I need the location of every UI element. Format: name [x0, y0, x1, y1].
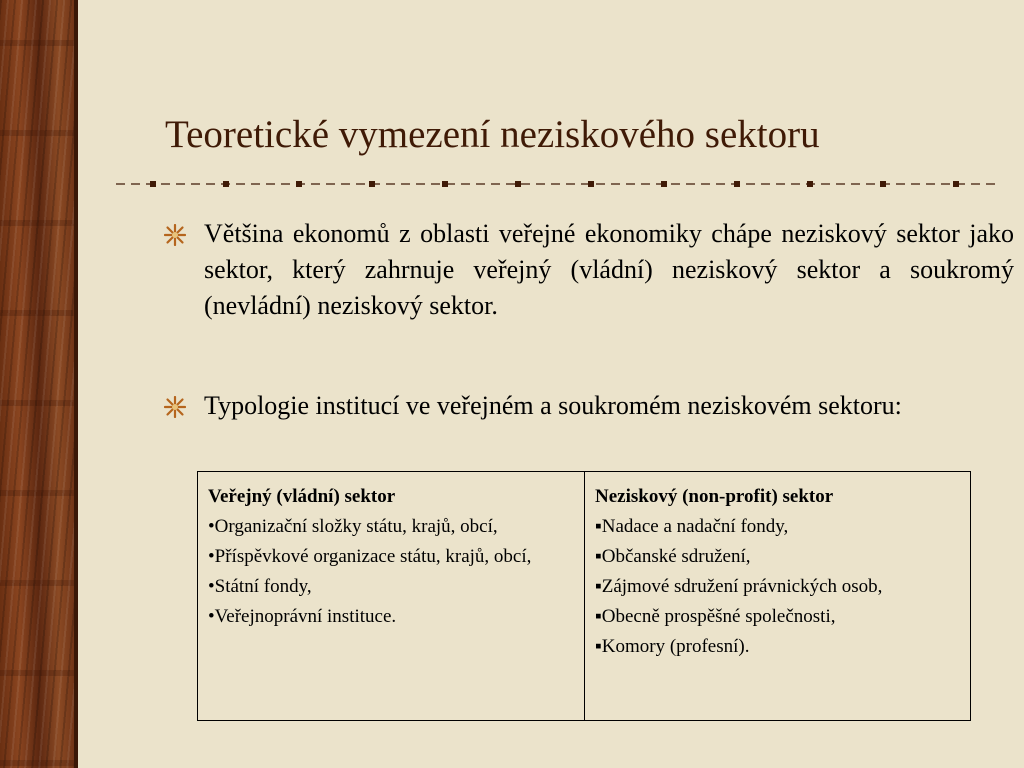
table-cell-item: ▪Občanské sdružení, [595, 546, 751, 567]
nonprofit-sector-column [584, 472, 970, 720]
table-cell-item: •Příspěvkové organizace státu, krajů, obcí, [208, 546, 532, 567]
slide-title: Teoretické vymezení neziskového sektoru [165, 113, 820, 156]
title-divider [116, 176, 996, 192]
table-cell-item: •Státní fondy, [208, 576, 312, 597]
public-sector-column [198, 472, 584, 720]
divider-dot [442, 181, 448, 187]
bullet-item [164, 216, 1014, 324]
divider-dot [515, 181, 521, 187]
table-cell-item: ▪Obecně prospěšné společnosti, [595, 606, 836, 627]
table-cell-item: •Organizační složky státu, krajů, obcí, [208, 516, 498, 537]
divider-dot [953, 181, 959, 187]
table-cell-item: •Veřejnoprávní instituce. [208, 606, 397, 627]
public-sector-header: Veřejný (vládní) sektor [208, 486, 396, 507]
table-cell-item: ▪Nadace a nadační fondy, [595, 516, 789, 537]
table-cell-item: ▪Zájmové sdružení právnických osob, [595, 576, 883, 597]
sector-table [197, 471, 971, 721]
divider-dot [661, 181, 667, 187]
divider-dot [369, 181, 375, 187]
bullet-text: Typologie institucí ve veřejném a soukromém neziskovém sektoru: [204, 391, 902, 420]
divider-dot [807, 181, 813, 187]
star-bullet-icon [164, 396, 186, 418]
divider-dot [296, 181, 302, 187]
star-bullet-icon [164, 224, 186, 246]
divider-dot [223, 181, 229, 187]
table-cell-item: ▪Komory (profesní). [595, 636, 750, 657]
divider-dot [880, 181, 886, 187]
bullet-item [164, 388, 1014, 424]
wood-border-decoration [0, 0, 78, 768]
divider-dot [588, 181, 594, 187]
bullet-text: Většina ekonomů z oblasti veřejné ekonomiky chápe neziskový sektor jako sektor, který zahrnuje veřejný (vládní) neziskový sektor a soukromý (nevládní) neziskový sektor. [204, 219, 1014, 320]
nonprofit-sector-header: Neziskový (non-profit) sektor [595, 486, 834, 507]
divider-dot [734, 181, 740, 187]
divider-dot [150, 181, 156, 187]
